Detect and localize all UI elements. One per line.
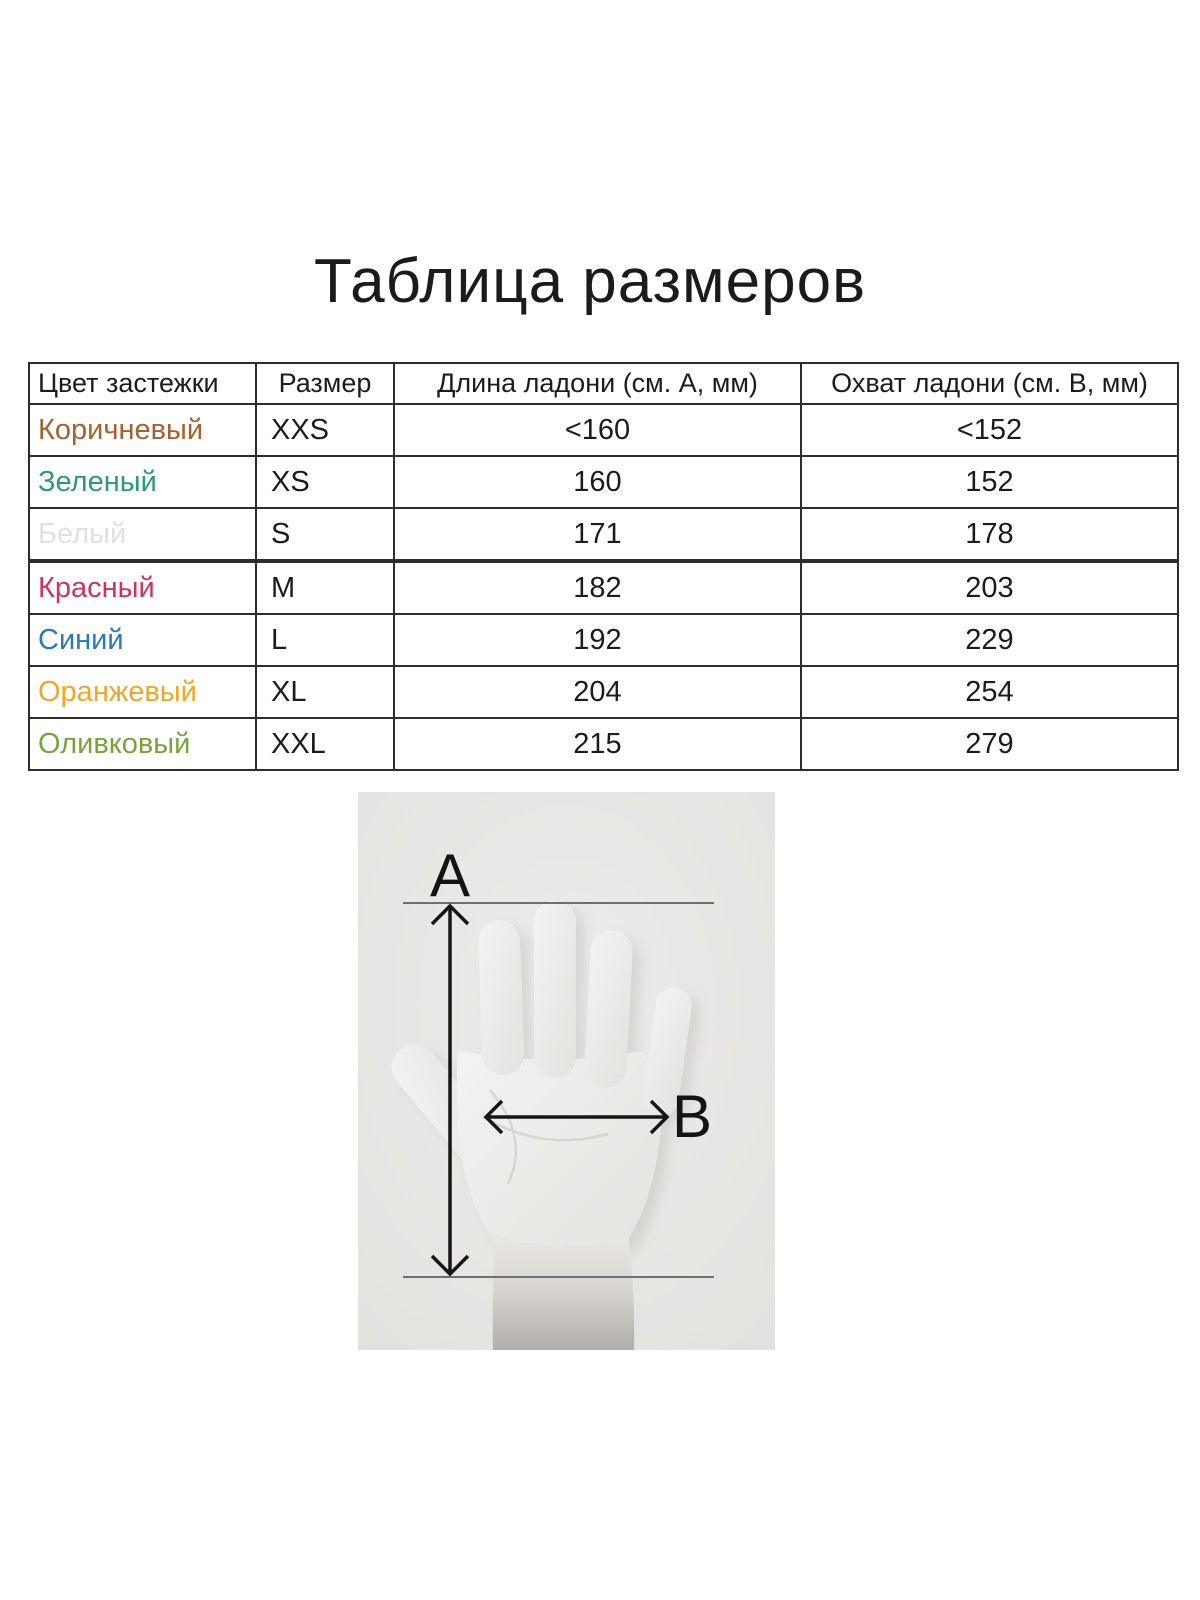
size-value: XL [256,666,394,718]
table-row [29,614,1178,666]
fastener-color-name: Оливковый [29,718,256,770]
size-table-header [29,363,1178,404]
size-table-body [29,404,1178,770]
fastener-color-name: Синий [29,614,256,666]
ring-finger [584,929,634,1089]
size-value: XXS [256,404,394,456]
middle-finger [534,900,576,1078]
palm-girth-value: 229 [801,614,1178,666]
palm-girth-value: <152 [801,404,1178,456]
palm-girth-value: 254 [801,666,1178,718]
fastener-color-name: Белый [29,508,256,561]
palm-girth-value: 152 [801,456,1178,508]
palm-length-value: 160 [394,456,801,508]
hand-measurement-diagram [358,792,775,1350]
label-a: A [429,842,471,909]
table-row [29,508,1178,561]
size-value: S [256,508,394,561]
palm-length-value: 182 [394,561,801,614]
hand-measurement-figure [358,792,775,1350]
palm-length-value: <160 [394,404,801,456]
palm-girth-value: 279 [801,718,1178,770]
size-value: L [256,614,394,666]
palm-girth-value: 178 [801,508,1178,561]
fastener-color-name: Оранжевый [29,666,256,718]
table-row [29,561,1178,614]
page-title: Таблица размеров [313,247,867,316]
table-row [29,666,1178,718]
size-value: XXL [256,718,394,770]
col-header-palm-length: Длина ладони (см. А, мм) [394,363,801,404]
label-b: B [672,1083,713,1150]
palm-length-value: 192 [394,614,801,666]
palm-girth-value: 203 [801,561,1178,614]
palm-length-value: 204 [394,666,801,718]
wrist [493,1235,635,1350]
col-header-palm-girth: Охват ладони (см. В, мм) [801,363,1178,404]
size-value: M [256,561,394,614]
fastener-color-name: Коричневый [29,404,256,456]
header-row [29,363,1178,404]
palm-length-value: 215 [394,718,801,770]
table-row [29,718,1178,770]
col-header-size: Размер [256,363,394,404]
table-row [29,456,1178,508]
index-finger [478,919,525,1075]
fastener-color-name: Красный [29,561,256,614]
table-row [29,404,1178,456]
size-value: XS [256,456,394,508]
palm-length-value: 171 [394,508,801,561]
col-header-fastener-color: Цвет застежки [29,363,256,404]
fastener-color-name: Зеленый [29,456,256,508]
size-table [28,362,1179,771]
